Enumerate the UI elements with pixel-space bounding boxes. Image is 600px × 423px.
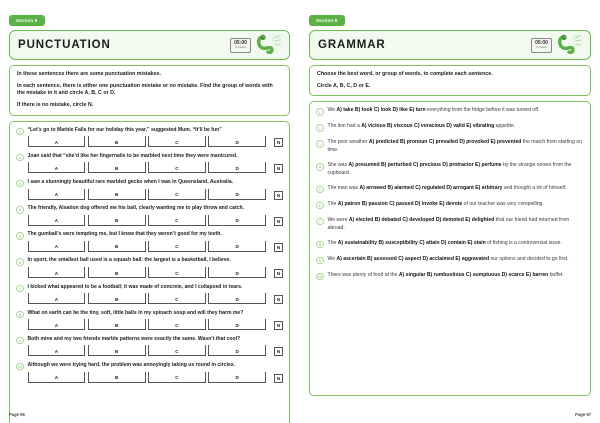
- option-label: C: [175, 375, 179, 381]
- option-label: A: [54, 322, 59, 328]
- option-brackets: [28, 345, 267, 356]
- option-bracket-c[interactable]: [148, 189, 206, 200]
- option-brackets: [28, 241, 267, 252]
- answer-choices[interactable]: A) patron B) passion C) passed D) invoke E) devote: [337, 200, 463, 207]
- option-label: D: [235, 244, 239, 250]
- punctuation-question: [16, 310, 283, 331]
- question-sentence: I kicked what appeared to be a football; it was made of concrete, and I collapsed in tears.: [27, 283, 243, 290]
- option-bracket-b[interactable]: [88, 241, 146, 252]
- right-timer-label: 5 minutes: [536, 46, 547, 49]
- option-label: D: [235, 270, 239, 276]
- option-brackets: [28, 215, 267, 226]
- option-label: C: [175, 218, 179, 224]
- question-number: 7: [16, 285, 24, 293]
- punctuation-question-list: [9, 121, 290, 423]
- question-body: [28, 153, 284, 174]
- question-body: [28, 179, 284, 200]
- question-sentence: [328, 185, 585, 193]
- sentence-suffix: and thought a lot of himself.: [502, 184, 567, 191]
- option-bracket-a[interactable]: [28, 136, 86, 147]
- question-number: 4: [16, 206, 24, 214]
- grammar-question: [316, 256, 584, 265]
- sentence-prefix: She was: [327, 162, 349, 169]
- right-instruction-line-2: Circle A, B, C, D or E.: [317, 82, 371, 89]
- answer-choices[interactable]: A) presumed B) perturbed C) precious D) protractor E) perfume: [348, 162, 502, 169]
- option-label: A: [54, 165, 59, 171]
- option-label: B: [114, 244, 119, 250]
- left-timer-label: 5 minutes: [235, 46, 246, 49]
- question-number: 4: [316, 163, 324, 171]
- question-body: [28, 310, 284, 331]
- option-label: C: [175, 322, 179, 328]
- option-label: C: [175, 348, 179, 354]
- question-sentence: In sport, the smallest ball used is a squash ball: the largest is a basketball, I believe.: [27, 257, 231, 264]
- answer-options-row: [28, 345, 284, 356]
- left-page-number: Page 96: [9, 412, 25, 417]
- question-number: 2: [16, 154, 24, 162]
- question-sentence: [328, 240, 585, 248]
- question-number: 3: [16, 180, 24, 188]
- option-label: B: [114, 296, 119, 302]
- answer-options-row: [28, 267, 284, 278]
- question-body: [328, 162, 585, 177]
- right-instructions: [309, 65, 591, 96]
- option-bracket-d[interactable]: [208, 372, 266, 383]
- question-body: [28, 257, 284, 278]
- option-bracket-a[interactable]: [28, 293, 86, 304]
- left-page-title: PUNCTUATION: [18, 39, 111, 51]
- option-bracket-c[interactable]: [148, 162, 206, 173]
- option-bracket-a[interactable]: [28, 345, 86, 356]
- sentence-prefix: We: [327, 107, 337, 114]
- answer-choices[interactable]: A) elected B) debated C) developed D) demoted E) delighted: [348, 216, 495, 223]
- grammar-question: [316, 272, 584, 281]
- question-sentence: [328, 123, 585, 131]
- sentence-prefix: The: [327, 239, 338, 246]
- option-bracket-b[interactable]: [88, 345, 146, 356]
- option-no-mistake[interactable]: N: [274, 164, 283, 173]
- option-no-mistake[interactable]: N: [274, 138, 283, 147]
- question-number: 10: [317, 273, 322, 279]
- option-bracket-d[interactable]: [208, 215, 266, 226]
- option-bracket-d[interactable]: [208, 293, 266, 304]
- question-number: 5: [316, 186, 324, 194]
- question-body: [28, 205, 284, 226]
- option-no-mistake[interactable]: N: [274, 347, 283, 356]
- option-bracket-a[interactable]: [28, 319, 86, 330]
- option-brackets: [28, 319, 267, 330]
- option-no-mistake[interactable]: N: [274, 217, 283, 226]
- option-bracket-c[interactable]: [148, 372, 206, 383]
- question-body: [28, 284, 284, 305]
- green-snake-mascot-icon: [255, 32, 281, 58]
- question-sentence: [328, 162, 585, 177]
- answer-choices[interactable]: A) arrowed B) alarmed C) regulated D) arrogant E) arbitrary: [359, 184, 503, 191]
- right-timer: [531, 38, 552, 53]
- punctuation-question: [16, 336, 283, 357]
- option-brackets: [28, 267, 267, 278]
- option-bracket-c[interactable]: [148, 241, 206, 252]
- answer-choices[interactable]: A) ascertain B) assessed C) aspect D) acclaimed E) aggravated: [336, 255, 490, 262]
- question-number: 7: [316, 218, 324, 226]
- option-label: C: [175, 192, 179, 198]
- option-label: A: [54, 244, 59, 250]
- option-bracket-d[interactable]: [208, 189, 266, 200]
- question-sentence: [328, 107, 585, 115]
- punctuation-question: [16, 231, 283, 252]
- option-bracket-c[interactable]: [148, 293, 206, 304]
- option-label: D: [235, 139, 239, 145]
- answer-options-row: [28, 372, 284, 383]
- option-no-mistake[interactable]: N: [274, 321, 283, 330]
- option-brackets: [28, 189, 267, 200]
- sentence-prefix: We were: [327, 216, 349, 223]
- question-sentence: The friendly, Alsation dog offered me his ball, clearly wanting me to play throw and catch.: [27, 205, 245, 212]
- sentence-suffix: everything from the fridge before it was turned off.: [425, 107, 540, 114]
- option-label: C: [175, 296, 179, 302]
- option-bracket-b[interactable]: [88, 372, 146, 383]
- option-bracket-a[interactable]: [28, 267, 86, 278]
- left-instruction-line-2: In each sentence, there is either one punctuation mistake or no mistake. Find the group of words with the mistake in it and circle A, B, C or D.: [17, 82, 273, 97]
- option-bracket-b[interactable]: [88, 319, 146, 330]
- question-body: [28, 336, 284, 357]
- right-page: [300, 0, 600, 423]
- option-bracket-d[interactable]: [208, 345, 266, 356]
- option-label: B: [114, 322, 119, 328]
- question-number: 9: [316, 257, 324, 265]
- question-number: 6: [316, 202, 324, 210]
- answer-options-row: [28, 189, 284, 200]
- punctuation-question: [16, 257, 283, 278]
- question-number: 6: [16, 258, 24, 266]
- option-label: B: [114, 192, 119, 198]
- option-bracket-c[interactable]: [148, 267, 206, 278]
- right-page-number: Page 97: [575, 412, 591, 417]
- left-title-bar: [9, 30, 290, 60]
- option-bracket-b[interactable]: [88, 136, 146, 147]
- question-number: 1: [16, 128, 24, 136]
- question-body: [328, 139, 585, 154]
- question-body: [328, 240, 585, 248]
- section-tag-left: Section 9: [9, 15, 45, 26]
- question-body: [328, 123, 585, 131]
- question-body: [328, 272, 585, 280]
- option-label: A: [54, 218, 59, 224]
- grammar-question-list: [309, 101, 591, 396]
- option-label: B: [114, 270, 119, 276]
- grammar-question: [316, 107, 584, 116]
- answer-options-row: [28, 319, 284, 330]
- answer-choices[interactable]: A) singular B) rumbustious C) sumptuous D) scarce E) barren: [398, 271, 549, 278]
- option-brackets: [28, 136, 267, 147]
- punctuation-question: [16, 362, 283, 383]
- answer-options-row: [28, 162, 284, 173]
- option-label: B: [114, 375, 119, 381]
- option-no-mistake[interactable]: N: [274, 243, 283, 252]
- punctuation-question: [16, 127, 283, 148]
- option-bracket-c[interactable]: [148, 136, 206, 147]
- option-label: A: [54, 139, 59, 145]
- sentence-suffix: buffet.: [548, 271, 564, 278]
- option-label: C: [175, 270, 179, 276]
- question-number: 3: [316, 140, 324, 148]
- option-bracket-a[interactable]: [28, 189, 86, 200]
- grammar-question: [316, 240, 584, 249]
- sentence-suffix: that our friend had returned from abroad.: [327, 216, 570, 231]
- option-bracket-d[interactable]: [208, 267, 266, 278]
- question-number: 8: [16, 311, 24, 319]
- answer-choices[interactable]: A) vicious B) viscous C) voracious D) valid E) vibrating: [361, 123, 495, 130]
- answer-options-row: [28, 293, 284, 304]
- option-bracket-a[interactable]: [28, 162, 86, 173]
- option-label: D: [235, 296, 239, 302]
- question-sentence: [328, 139, 585, 154]
- punctuation-question: [16, 284, 283, 305]
- sentence-suffix: the match from starting on time.: [327, 139, 582, 153]
- option-bracket-a[interactable]: [28, 241, 86, 252]
- answer-options-row: [28, 136, 284, 147]
- option-label: D: [235, 322, 239, 328]
- option-bracket-c[interactable]: [148, 345, 206, 356]
- option-bracket-d[interactable]: [208, 241, 266, 252]
- option-bracket-b[interactable]: [88, 189, 146, 200]
- question-number: 8: [316, 241, 324, 249]
- question-sentence: “Let’s go to Marble Falls for our holiday this year,” suggested Mum. “It’ll be fun”: [27, 126, 222, 133]
- sentence-suffix: of our teacher was very compelling.: [462, 200, 544, 207]
- question-number: 9: [16, 337, 24, 345]
- section-tag-right: Section 9: [309, 15, 345, 26]
- option-label: C: [175, 139, 179, 145]
- question-sentence: [328, 217, 585, 232]
- sentence-prefix: We: [327, 255, 337, 262]
- sentence-prefix: The poor weather: [327, 139, 369, 146]
- option-no-mistake[interactable]: N: [274, 269, 283, 278]
- question-sentence: Both mine and my two friends marble patterns were exactly the same. Wasn’t that cool?: [27, 335, 241, 342]
- option-label: A: [54, 296, 59, 302]
- option-bracket-c[interactable]: [148, 215, 206, 226]
- sentence-prefix: The: [327, 200, 338, 207]
- option-label: C: [175, 244, 179, 250]
- option-no-mistake[interactable]: N: [274, 295, 283, 304]
- option-label: C: [175, 165, 179, 171]
- question-sentence: I saw a stunningly beautiful rare marbled gecko when I was in Queensland, Australia.: [27, 178, 234, 185]
- right-title-bar: [309, 30, 591, 60]
- option-no-mistake[interactable]: N: [274, 374, 283, 383]
- punctuation-question: [16, 205, 283, 226]
- question-sentence: Although we were trying hard, the problem was annoyingly taking us round in circles.: [27, 361, 235, 368]
- option-brackets: [28, 162, 267, 173]
- answer-choices[interactable]: A) take B) took C) look D) like E) turn: [336, 107, 426, 114]
- right-page-title: GRAMMAR: [318, 39, 386, 51]
- grammar-question: [316, 201, 584, 210]
- answer-options-row: [28, 215, 284, 226]
- question-number: 10: [17, 364, 22, 370]
- option-label: B: [114, 165, 119, 171]
- question-sentence: [328, 272, 585, 280]
- option-no-mistake[interactable]: N: [274, 191, 283, 200]
- left-timer-time: 05:00: [234, 39, 247, 46]
- punctuation-question: [16, 179, 283, 200]
- sentence-suffix: by the strange noises from the cupboard.: [327, 162, 572, 176]
- option-label: D: [235, 375, 239, 381]
- question-sentence: [328, 201, 585, 209]
- option-label: A: [54, 375, 59, 381]
- question-sentence: The gumball’s were tempting me, but I knew that they weren’t good for my teeth.: [27, 231, 222, 238]
- option-bracket-b[interactable]: [88, 215, 146, 226]
- sentence-suffix: our options and decided to go first.: [489, 255, 569, 262]
- punctuation-question: [16, 153, 283, 174]
- option-bracket-d[interactable]: [208, 319, 266, 330]
- question-body: [328, 256, 585, 264]
- sentence-prefix: There was plenty of food at the: [327, 271, 399, 278]
- answer-choices[interactable]: A) sustainability B) susceptibility C) attain D) contain E) stain: [337, 239, 486, 246]
- question-sentence: [328, 256, 585, 264]
- question-body: [328, 217, 585, 232]
- option-label: B: [114, 218, 119, 224]
- option-brackets: [28, 293, 267, 304]
- question-number: 5: [16, 232, 24, 240]
- sentence-prefix: The man was: [327, 184, 360, 191]
- grammar-question: [316, 217, 584, 232]
- answer-choices[interactable]: A) predicted B) pronoun C) prevailed D) provoked E) prevented: [368, 139, 522, 146]
- option-label: A: [54, 348, 59, 354]
- grammar-question: [316, 139, 584, 154]
- question-sentence: Joan said that “she’d like her fingernails to be marbled next time they were manicured.: [27, 152, 238, 159]
- option-label: A: [54, 192, 59, 198]
- question-body: [28, 231, 284, 252]
- question-number: 1: [316, 108, 324, 116]
- grammar-question: [316, 123, 584, 132]
- option-bracket-a[interactable]: [28, 372, 86, 383]
- right-instruction-line-1: Choose the best word, or group of words, to complete each sentence.: [317, 71, 493, 77]
- answer-options-row: [28, 241, 284, 252]
- question-body: [28, 127, 284, 148]
- option-brackets: [28, 372, 267, 383]
- question-body: [328, 107, 585, 115]
- option-bracket-b[interactable]: [88, 267, 146, 278]
- option-label: B: [114, 139, 119, 145]
- option-bracket-b[interactable]: [88, 162, 146, 173]
- question-body: [328, 201, 585, 209]
- left-instruction-line-1: In these sentences there are some punctuation mistakes.: [17, 71, 161, 77]
- option-bracket-b[interactable]: [88, 293, 146, 304]
- option-bracket-d[interactable]: [208, 162, 266, 173]
- grammar-question: [316, 185, 584, 194]
- option-label: B: [114, 348, 119, 354]
- question-body: [28, 362, 284, 383]
- question-sentence: What on earth can be the tiny, soft, little balls in my spinach soup and will they harm me?: [27, 309, 244, 316]
- option-bracket-d[interactable]: [208, 136, 266, 147]
- option-bracket-c[interactable]: [148, 319, 206, 330]
- question-number: 2: [316, 124, 324, 132]
- option-label: D: [235, 192, 239, 198]
- option-bracket-a[interactable]: [28, 215, 86, 226]
- grammar-question: [316, 162, 584, 177]
- sentence-prefix: The lion had a: [327, 123, 362, 130]
- green-snake-mascot-icon: [556, 32, 582, 58]
- question-body: [328, 185, 585, 193]
- left-timer: [230, 38, 251, 53]
- option-label: D: [235, 165, 239, 171]
- left-instructions: [9, 65, 290, 116]
- right-timer-time: 05:00: [535, 39, 548, 46]
- option-label: A: [54, 270, 59, 276]
- sentence-suffix: of fishing is a controversial issue.: [485, 239, 562, 246]
- sentence-suffix: appetite.: [494, 123, 516, 130]
- option-label: D: [235, 348, 239, 354]
- option-label: D: [235, 218, 239, 224]
- left-instruction-line-3: If there is no mistake, circle N.: [17, 102, 94, 109]
